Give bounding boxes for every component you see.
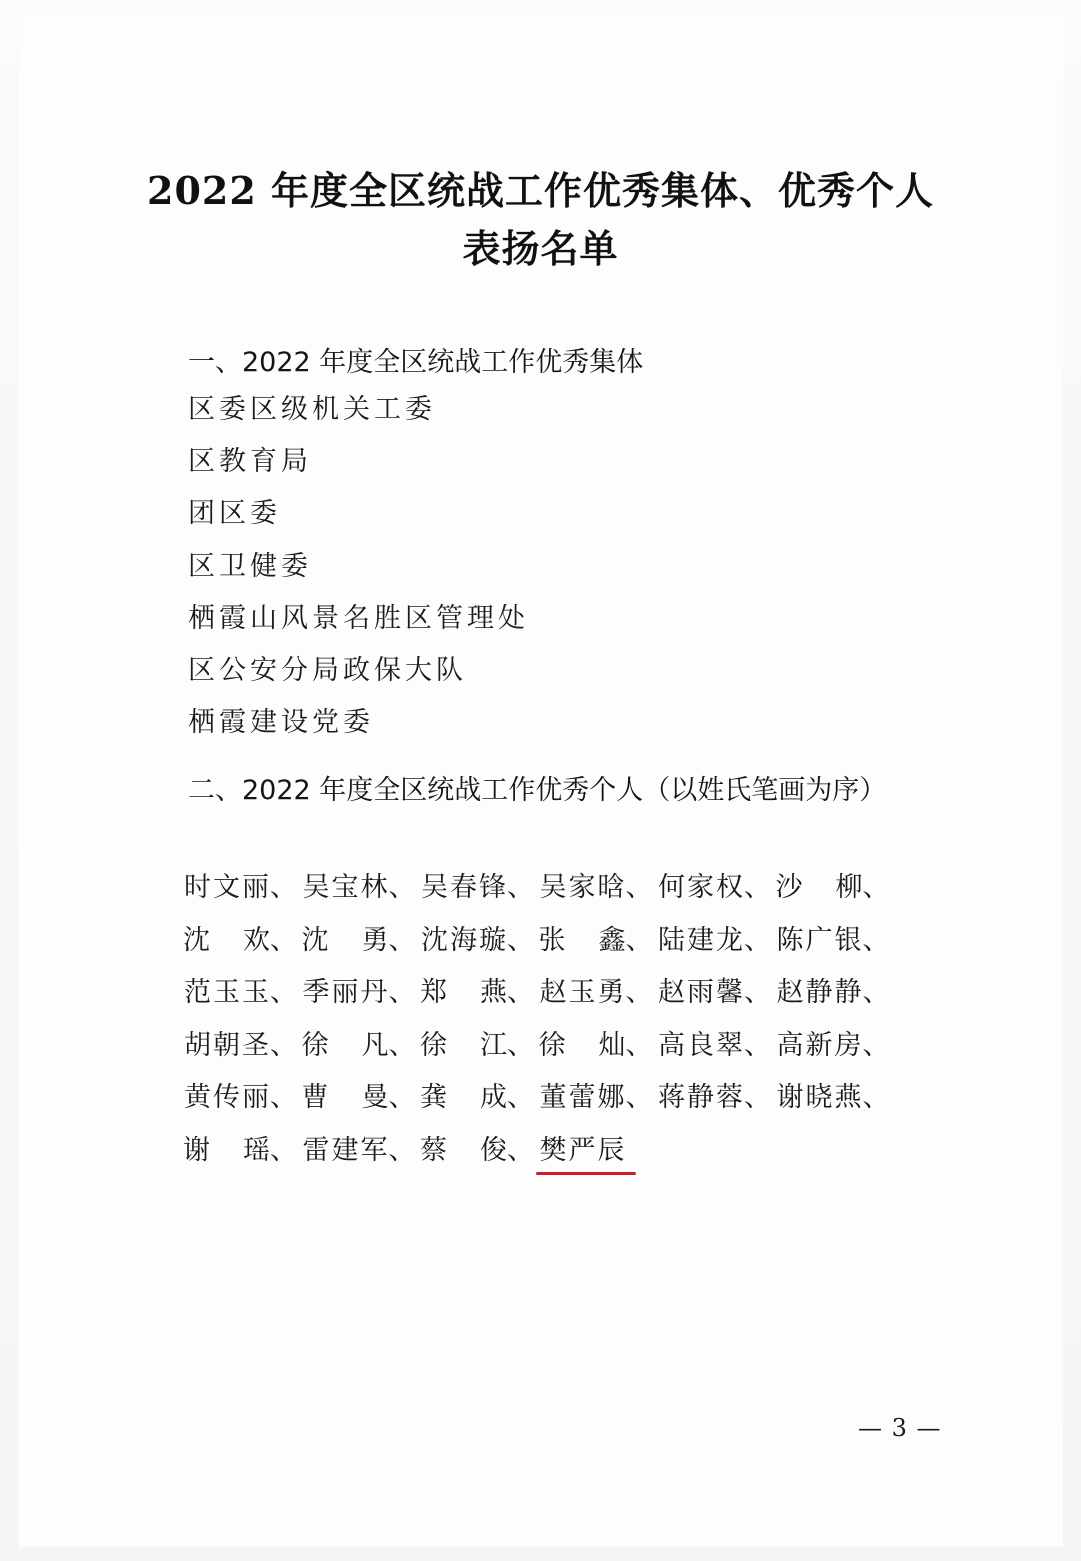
name-separator: 、: [507, 872, 534, 903]
name-separator: 、: [270, 977, 297, 1009]
unit-item: 栖霞建设党委: [188, 707, 374, 739]
unit-item: 团区委: [188, 498, 281, 530]
unit-item: 区教育局: [188, 446, 312, 478]
page-number: — 3 —: [858, 1414, 942, 1442]
person-name: [183, 1028, 302, 1064]
name-separator: 、: [862, 872, 890, 903]
person-name: [420, 1080, 539, 1116]
document-title-line1: 2022 年度全区统战工作优秀集体、优秀个人: [147, 168, 934, 213]
person-name: [183, 1080, 302, 1116]
person-name-text: 何 家 权: [658, 872, 743, 903]
person-name-text: 沈 欢: [183, 924, 270, 956]
name-separator: 、: [862, 1082, 890, 1114]
name-separator: 、: [507, 1134, 534, 1166]
section2-heading: 二、2022 年度全区统战工作优秀个人（以姓氏笔画为序）: [188, 775, 887, 806]
name-separator: 、: [270, 924, 297, 956]
name-row: [183, 975, 894, 1028]
person-name: [183, 923, 302, 959]
name-row: [183, 870, 894, 923]
person-name: [420, 1028, 539, 1064]
name-row: [183, 923, 894, 976]
name-separator: 、: [625, 872, 653, 903]
highlight-underline: [536, 1172, 636, 1175]
person-name: [302, 1028, 421, 1064]
name-separator: 、: [270, 1134, 297, 1166]
person-name-text: 蒋 静 蓉: [658, 1082, 743, 1114]
person-name: [776, 870, 895, 906]
person-name-text: 赵 玉 勇: [539, 977, 625, 1009]
person-name: [539, 975, 658, 1011]
person-name-text: 徐 江: [420, 1029, 507, 1061]
person-name-text: 季 丽 丹: [302, 977, 388, 1009]
name-separator: 、: [744, 977, 771, 1009]
person-name-text: 龚 成: [420, 1082, 507, 1114]
name-separator: 、: [862, 924, 890, 956]
person-name-text: 赵 雨 馨: [658, 977, 743, 1009]
name-separator: 、: [625, 924, 653, 956]
person-name: [420, 870, 539, 906]
person-name: [657, 1080, 776, 1116]
person-name: [420, 923, 539, 959]
person-name-text: 董 蕾 娜: [539, 1082, 625, 1114]
name-separator: 、: [388, 1134, 416, 1166]
excellent-individuals-list: [183, 870, 894, 1186]
person-name: [539, 1080, 658, 1116]
name-separator: 、: [862, 977, 890, 1009]
person-name-text: 赵 静 静: [776, 977, 862, 1009]
name-separator: 、: [507, 1029, 534, 1061]
person-name: [302, 1080, 421, 1116]
person-name: [420, 975, 539, 1011]
person-name-text: 黄 传 丽: [184, 1082, 269, 1114]
person-name-text: 范 玉 玉: [184, 977, 269, 1009]
name-row: [183, 1133, 894, 1186]
document-title-line2: 表扬名单: [462, 226, 619, 271]
name-separator: 、: [270, 872, 297, 903]
person-name-text: 时 文 丽: [184, 872, 269, 903]
unit-item: 栖霞山风景名胜区管理处: [188, 602, 529, 634]
person-name: [183, 870, 302, 906]
person-name-text: 樊 严 辰: [539, 1134, 625, 1166]
name-separator: 、: [625, 977, 653, 1009]
name-separator: 、: [388, 1082, 416, 1114]
person-name-text: 高 新 房: [776, 1029, 862, 1061]
name-separator: 、: [625, 1029, 653, 1061]
person-name-text: 谢 晓 燕: [776, 1082, 862, 1114]
name-row: [183, 1080, 894, 1133]
person-name: [539, 923, 658, 959]
unit-item: 区委区级机关工委: [188, 394, 436, 425]
excellent-units-list: [188, 392, 529, 757]
person-name-text: 谢 瑶: [183, 1134, 270, 1166]
person-name-text: 高 良 翠: [658, 1029, 743, 1061]
name-separator: 、: [388, 1029, 416, 1061]
person-name-text: 徐 凡: [301, 1029, 389, 1061]
person-name-text: 徐 灿: [538, 1029, 626, 1061]
person-name: [183, 975, 302, 1011]
name-row: [183, 1028, 894, 1081]
person-name: [302, 975, 421, 1011]
person-name-text: 曹 曼: [301, 1082, 389, 1114]
name-separator: 、: [744, 872, 771, 903]
person-name: [302, 870, 421, 906]
unit-item: 区公安分局政保大队: [188, 654, 467, 686]
person-name: [776, 1080, 895, 1116]
person-name: [539, 1028, 658, 1064]
name-separator: 、: [270, 1082, 297, 1114]
person-name: [657, 923, 776, 959]
person-name-text: 张 鑫: [538, 924, 626, 956]
person-name: [302, 1133, 421, 1169]
person-name-text: 吴 家 晗: [539, 872, 625, 903]
person-name: [657, 870, 776, 906]
person-name: [183, 1133, 302, 1169]
person-name: [776, 1028, 895, 1064]
person-name-text: 陆 建 龙: [658, 924, 743, 956]
person-name-text: 胡 朝 圣: [184, 1029, 269, 1061]
person-name: [657, 975, 776, 1011]
person-name-text: 吴 宝 林: [302, 872, 388, 903]
name-separator: 、: [744, 1082, 771, 1114]
unit-item: 区卫健委: [188, 550, 312, 582]
person-name-text: 吴 春 锋: [421, 872, 506, 903]
person-name: [302, 923, 421, 959]
name-separator: 、: [388, 977, 416, 1009]
name-separator: 、: [744, 924, 771, 956]
name-separator: 、: [625, 1082, 653, 1114]
highlighted-name: [539, 1133, 658, 1169]
name-separator: 、: [270, 1029, 297, 1061]
name-separator: 、: [744, 1029, 771, 1061]
person-name-text: 陈 广 银: [776, 924, 862, 956]
person-name: [420, 1133, 539, 1169]
name-separator: 、: [862, 1029, 890, 1061]
person-name: [776, 975, 895, 1011]
person-name-text: 雷 建 军: [302, 1134, 388, 1166]
section1-heading: 一、2022 年度全区统战工作优秀集体: [188, 347, 644, 378]
name-separator: 、: [388, 872, 416, 903]
name-separator: 、: [507, 924, 534, 956]
person-name-text: 沈 勇: [301, 924, 389, 956]
person-name: [657, 1028, 776, 1064]
person-name-text: 沙 柳: [775, 872, 863, 903]
person-name-text: 沈 海 璇: [421, 924, 506, 956]
person-name: [776, 923, 895, 959]
person-name-text: 蔡 俊: [420, 1134, 507, 1166]
person-name-text: 郑 燕: [420, 977, 507, 1009]
person-name: [539, 870, 658, 906]
name-separator: 、: [507, 1082, 534, 1114]
name-separator: 、: [388, 924, 416, 956]
name-separator: 、: [507, 977, 534, 1009]
